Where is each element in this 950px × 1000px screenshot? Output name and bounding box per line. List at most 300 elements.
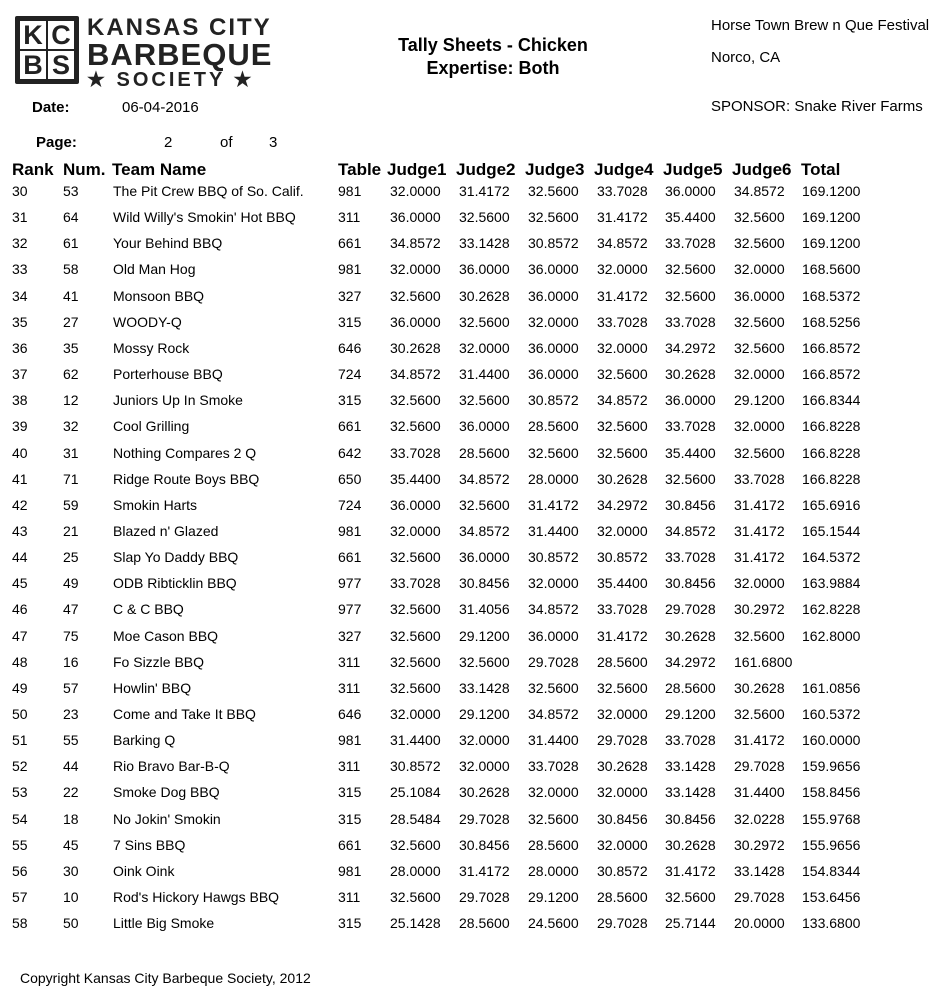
cell-judge1: 32.5600 [390, 418, 441, 435]
cell-judge5: 31.4172 [665, 862, 716, 879]
cell-rank: 37 [12, 366, 28, 383]
cell-team-name: Cool Grilling [113, 418, 190, 435]
cell-judge2: 31.4172 [459, 183, 510, 199]
cell-num: 30 [63, 862, 79, 879]
cell-team-name: Howlin' BBQ [113, 679, 192, 696]
cell-table: 661 [338, 418, 362, 435]
cell-judge2: 36.0000 [459, 261, 510, 278]
cell-judge5: 35.4400 [665, 444, 716, 461]
cell-table: 642 [338, 444, 362, 461]
cell-judge4: 29.7028 [597, 732, 648, 749]
cell-num: 44 [63, 758, 79, 775]
cell-judge6: 34.8572 [734, 183, 785, 199]
cell-rank: 40 [12, 444, 28, 461]
cell-judge6: 31.4172 [734, 549, 785, 566]
table-row [0, 209, 950, 235]
cell-team-name: ODB Ribticklin BBQ [113, 575, 237, 592]
cell-judge3: 34.8572 [528, 601, 579, 618]
cell-judge3: 28.5600 [528, 418, 579, 435]
page-total: 3 [269, 134, 278, 151]
cell-judge3: 32.5600 [528, 444, 579, 461]
cell-rank: 41 [12, 470, 28, 487]
cell-judge1: 32.0000 [390, 183, 441, 199]
cell-judge1: 32.5600 [390, 549, 441, 566]
cell-judge2: 28.5600 [459, 915, 510, 932]
cell-rank: 33 [12, 261, 28, 278]
cell-judge4: 32.0000 [597, 339, 648, 356]
cell-team-name: Monsoon BBQ [113, 287, 205, 304]
cell-judge6: 32.0228 [734, 810, 785, 827]
table-row [0, 575, 950, 601]
cell-team-name: Wild Willy's Smokin' Hot BBQ [113, 209, 296, 226]
header-judge4: Judge4 [594, 160, 654, 179]
header-team: Team Name [112, 160, 207, 179]
cell-num: 64 [63, 209, 79, 226]
cell-judge1: 30.2628 [390, 339, 441, 356]
kcbs-logo-wordmark [87, 16, 272, 90]
table-row [0, 784, 950, 810]
cell-num: 10 [63, 889, 79, 906]
cell-total: 165.6916 [802, 496, 861, 513]
cell-judge2: 36.0000 [459, 418, 510, 435]
cell-judge6: 30.2628 [734, 679, 785, 696]
table-row [0, 183, 950, 209]
cell-judge4: 30.2628 [597, 758, 648, 775]
cell-rank: 38 [12, 392, 28, 409]
cell-num: 47 [63, 601, 79, 618]
cell-team-name: Smoke Dog BBQ [113, 784, 220, 801]
cell-judge1: 36.0000 [390, 496, 441, 513]
table-row [0, 811, 950, 837]
cell-table: 981 [338, 732, 362, 749]
cell-total: 162.8000 [802, 627, 861, 644]
cell-judge2: 31.4172 [459, 862, 510, 879]
cell-total: 165.1544 [802, 522, 861, 539]
header-num: Num. [63, 160, 106, 179]
cell-team-name: Juniors Up In Smoke [113, 392, 243, 409]
cell-table: 981 [338, 261, 362, 278]
header-judge6: Judge6 [732, 160, 792, 179]
cell-rank: 57 [12, 889, 28, 906]
cell-judge2: 28.5600 [459, 444, 510, 461]
cell-rank: 36 [12, 339, 28, 356]
cell-total: 166.8572 [802, 339, 861, 356]
date-label: Date: [32, 99, 70, 116]
header-total: Total [801, 160, 841, 179]
cell-total: 169.1200 [802, 209, 861, 226]
cell-judge1: 36.0000 [390, 313, 441, 330]
cell-rank: 51 [12, 732, 28, 749]
cell-num: 27 [63, 313, 79, 330]
cell-team-name: C & C BBQ [113, 601, 184, 618]
cell-total: 166.8228 [802, 470, 861, 487]
cell-num: 71 [63, 470, 79, 487]
cell-judge3: 32.0000 [528, 784, 579, 801]
cell-judge6: 32.0000 [734, 261, 785, 278]
cell-judge5: 33.1428 [665, 758, 716, 775]
cell-total: 166.8228 [802, 444, 861, 461]
cell-judge6: 32.0000 [734, 575, 785, 592]
cell-judge4: 34.2972 [597, 496, 648, 513]
cell-num: 32 [63, 418, 79, 435]
cell-judge5: 33.1428 [665, 784, 716, 801]
cell-judge3: 30.8572 [528, 392, 579, 409]
table-row [0, 680, 950, 706]
cell-judge3: 32.5600 [528, 679, 579, 696]
cell-rank: 45 [12, 575, 28, 592]
cell-judge6: 161.6800 [734, 653, 793, 670]
cell-rank: 44 [12, 549, 28, 566]
table-row [0, 863, 950, 889]
cell-judge1: 32.5600 [390, 679, 441, 696]
cell-judge1: 28.0000 [390, 862, 441, 879]
cell-table: 724 [338, 496, 362, 513]
cell-rank: 47 [12, 627, 28, 644]
cell-judge1: 32.5600 [390, 627, 441, 644]
cell-judge2: 32.5600 [459, 313, 510, 330]
table-row [0, 497, 950, 523]
cell-judge3: 36.0000 [528, 287, 579, 304]
cell-judge6: 33.1428 [734, 862, 785, 879]
cell-judge5: 34.2972 [665, 339, 716, 356]
cell-judge1: 33.7028 [390, 444, 441, 461]
cell-judge6: 32.5600 [734, 235, 785, 252]
cell-judge1: 35.4400 [390, 470, 441, 487]
cell-judge5: 25.7144 [665, 915, 716, 932]
table-row [0, 418, 950, 444]
cell-team-name: Ridge Route Boys BBQ [113, 470, 260, 487]
table-row [0, 628, 950, 654]
cell-total: 154.8344 [802, 862, 861, 879]
cell-table: 311 [338, 758, 361, 775]
logo-letter-c: C [48, 21, 74, 49]
cell-judge4: 32.0000 [597, 261, 648, 278]
cell-judge6: 32.5600 [734, 209, 785, 226]
report-title: Tally Sheets - Chicken [398, 35, 588, 55]
logo-letter-k: K [20, 21, 46, 49]
cell-judge3: 31.4172 [528, 496, 579, 513]
cell-table: 661 [338, 235, 362, 252]
table-row [0, 471, 950, 497]
cell-judge6: 29.7028 [734, 889, 785, 906]
cell-team-name: Little Big Smoke [113, 915, 215, 932]
cell-judge4: 29.7028 [597, 915, 648, 932]
cell-judge6: 31.4400 [734, 784, 785, 801]
cell-table: 311 [338, 889, 361, 906]
cell-team-name: Porterhouse BBQ [113, 366, 223, 383]
cell-judge2: 29.7028 [459, 810, 510, 827]
cell-rank: 35 [12, 313, 28, 330]
cell-rank: 42 [12, 496, 28, 513]
cell-table: 327 [338, 627, 362, 644]
cell-judge4: 32.5600 [597, 679, 648, 696]
cell-judge3: 28.0000 [528, 470, 579, 487]
logo-line-2: BARBEQUE [87, 37, 273, 72]
header-judge1: Judge1 [387, 160, 447, 179]
cell-num: 22 [63, 784, 79, 801]
cell-team-name: Nothing Compares 2 Q [113, 444, 257, 461]
table-row [0, 445, 950, 471]
cell-judge1: 32.5600 [390, 392, 441, 409]
cell-total: 168.5256 [802, 313, 861, 330]
header-judge3: Judge3 [525, 160, 585, 179]
cell-judge6: 31.4172 [734, 496, 785, 513]
cell-total: 168.5372 [802, 287, 861, 304]
cell-num: 23 [63, 706, 79, 722]
cell-judge6: 30.2972 [734, 836, 785, 853]
cell-table: 661 [338, 549, 362, 566]
cell-team-name: Fo Sizzle BBQ [113, 653, 205, 670]
cell-judge6: 36.0000 [734, 287, 785, 304]
cell-num: 53 [63, 183, 79, 199]
table-row [0, 601, 950, 627]
cell-table: 977 [338, 575, 362, 592]
cell-table: 661 [338, 836, 362, 853]
cell-total: 160.0000 [802, 732, 861, 749]
cell-num: 57 [63, 679, 79, 696]
cell-judge2: 32.5600 [459, 392, 510, 409]
cell-team-name: Mossy Rock [113, 339, 190, 356]
kcbs-logo-mark [15, 16, 79, 84]
cell-team-name: WOODY-Q [113, 313, 182, 330]
cell-rank: 30 [12, 183, 28, 199]
cell-num: 25 [63, 549, 79, 566]
date-value: 06-04-2016 [122, 99, 199, 116]
cell-judge2: 29.1200 [459, 627, 510, 644]
page-current: 2 [164, 134, 173, 151]
cell-judge4: 32.5600 [597, 418, 648, 435]
cell-judge4: 30.8572 [597, 862, 648, 879]
table-row [0, 549, 950, 575]
cell-judge2: 29.7028 [459, 889, 510, 906]
cell-judge3: 30.8572 [528, 235, 579, 252]
cell-judge6: 32.5600 [734, 706, 785, 722]
cell-judge2: 32.5600 [459, 209, 510, 226]
cell-num: 12 [63, 392, 79, 409]
cell-num: 55 [63, 732, 79, 749]
table-row [0, 837, 950, 863]
cell-table: 981 [338, 183, 362, 199]
cell-judge1: 34.8572 [390, 366, 441, 383]
cell-team-name: Smokin Harts [113, 496, 198, 513]
table-row [0, 706, 950, 732]
cell-judge6: 29.7028 [734, 758, 785, 775]
cell-judge3: 36.0000 [528, 366, 579, 383]
cell-team-name: Old Man Hog [113, 261, 196, 278]
cell-judge4: 32.0000 [597, 706, 648, 722]
cell-num: 18 [63, 810, 79, 827]
cell-judge3: 24.5600 [528, 915, 579, 932]
cell-judge6: 32.0000 [734, 418, 785, 435]
cell-judge3: 36.0000 [528, 261, 579, 278]
page-label: Page: [36, 134, 77, 151]
sponsor: SPONSOR: Snake River Farms [711, 98, 923, 115]
cell-rank: 56 [12, 862, 28, 879]
cell-judge2: 33.1428 [459, 235, 510, 252]
cell-table: 315 [338, 810, 362, 827]
cell-rank: 53 [12, 784, 28, 801]
cell-num: 58 [63, 261, 79, 278]
cell-team-name: Blazed n' Glazed [113, 522, 219, 539]
table-row [0, 732, 950, 758]
cell-judge2: 32.5600 [459, 653, 510, 670]
cell-judge6: 20.0000 [734, 915, 785, 932]
cell-judge4: 32.0000 [597, 522, 648, 539]
cell-num: 75 [63, 627, 79, 644]
cell-team-name: Rio Bravo Bar-B-Q [113, 758, 230, 775]
cell-num: 41 [63, 287, 79, 304]
cell-judge4: 31.4172 [597, 627, 648, 644]
cell-judge6: 31.4172 [734, 732, 785, 749]
cell-judge1: 32.5600 [390, 889, 441, 906]
cell-judge3: 31.4400 [528, 732, 579, 749]
cell-table: 977 [338, 601, 362, 618]
table-row [0, 758, 950, 784]
cell-table: 327 [338, 287, 362, 304]
cell-judge4: 31.4172 [597, 287, 648, 304]
cell-judge5: 33.7028 [665, 235, 716, 252]
cell-judge3: 36.0000 [528, 627, 579, 644]
cell-num: 31 [63, 444, 79, 461]
report-subtitle: Expertise: Both [426, 58, 560, 78]
cell-judge5: 33.7028 [665, 732, 716, 749]
cell-total: 166.8572 [802, 366, 861, 383]
cell-judge3: 36.0000 [528, 339, 579, 356]
cell-judge3: 29.7028 [528, 653, 579, 670]
cell-judge4: 32.5600 [597, 366, 648, 383]
cell-judge2: 32.0000 [459, 732, 510, 749]
cell-judge4: 31.4172 [597, 209, 648, 226]
cell-judge5: 28.5600 [665, 679, 716, 696]
cell-judge4: 30.2628 [597, 470, 648, 487]
header-judge2: Judge2 [456, 160, 516, 179]
cell-team-name: Barking Q [113, 732, 176, 749]
table-row [0, 261, 950, 287]
cell-table: 311 [338, 653, 361, 670]
header-rank: Rank [12, 160, 54, 179]
cell-judge3: 33.7028 [528, 758, 579, 775]
cell-team-name: No Jokin' Smokin [113, 810, 221, 827]
cell-judge6: 32.5600 [734, 627, 785, 644]
cell-num: 62 [63, 366, 79, 383]
cell-num: 59 [63, 496, 79, 513]
cell-judge5: 30.2628 [665, 836, 716, 853]
cell-judge5: 35.4400 [665, 209, 716, 226]
cell-team-name: Moe Cason BBQ [113, 627, 219, 644]
cell-judge1: 31.4400 [390, 732, 441, 749]
cell-judge2: 31.4400 [459, 366, 510, 383]
cell-total: 169.1200 [802, 183, 861, 199]
cell-judge1: 28.5484 [390, 810, 441, 827]
cell-total: 153.6456 [802, 889, 861, 906]
cell-judge2: 33.1428 [459, 679, 510, 696]
logo-letter-s: S [48, 51, 74, 79]
cell-judge6: 32.5600 [734, 339, 785, 356]
cell-judge3: 32.5600 [528, 183, 579, 199]
cell-judge4: 30.8456 [597, 810, 648, 827]
table-row [0, 523, 950, 549]
cell-rank: 43 [12, 522, 28, 539]
cell-judge1: 33.7028 [390, 575, 441, 592]
cell-rank: 46 [12, 601, 28, 618]
cell-judge5: 33.7028 [665, 313, 716, 330]
cell-rank: 39 [12, 418, 28, 435]
table-row [0, 314, 950, 340]
table-row [0, 889, 950, 915]
cell-team-name: Your Behind BBQ [113, 235, 223, 252]
cell-judge4: 32.0000 [597, 784, 648, 801]
cell-team-name: The Pit Crew BBQ of So. Calif. [113, 183, 304, 199]
cell-judge3: 28.5600 [528, 836, 579, 853]
cell-judge2: 29.1200 [459, 706, 510, 722]
cell-team-name: Rod's Hickory Hawgs BBQ [113, 889, 280, 906]
cell-rank: 55 [12, 836, 28, 853]
table-row [0, 366, 950, 392]
cell-judge1: 34.8572 [390, 235, 441, 252]
cell-judge3: 32.0000 [528, 575, 579, 592]
cell-table: 315 [338, 915, 362, 932]
cell-judge3: 30.8572 [528, 549, 579, 566]
cell-table: 724 [338, 366, 362, 383]
cell-judge5: 32.5600 [665, 470, 716, 487]
cell-rank: 31 [12, 209, 28, 226]
cell-judge6: 33.7028 [734, 470, 785, 487]
cell-num: 61 [63, 235, 79, 252]
cell-num: 49 [63, 575, 79, 592]
table-row [0, 340, 950, 366]
cell-judge1: 25.1084 [390, 784, 441, 801]
cell-judge4: 32.5600 [597, 444, 648, 461]
cell-judge6: 30.2972 [734, 601, 785, 618]
cell-judge4: 33.7028 [597, 183, 648, 199]
cell-judge5: 30.8456 [665, 496, 716, 513]
cell-judge4: 30.8572 [597, 549, 648, 566]
cell-judge5: 29.7028 [665, 601, 716, 618]
cell-total: 133.6800 [802, 915, 861, 932]
kcbs-logo [15, 14, 280, 91]
cell-team-name: Slap Yo Daddy BBQ [113, 549, 239, 566]
cell-judge2: 32.5600 [459, 496, 510, 513]
logo-letter-b: B [20, 51, 46, 79]
cell-judge2: 32.0000 [459, 758, 510, 775]
table-row [0, 235, 950, 261]
cell-rank: 58 [12, 915, 28, 932]
cell-judge2: 30.2628 [459, 784, 510, 801]
table-row [0, 915, 950, 941]
table-row [0, 288, 950, 314]
logo-line-3: ★ SOCIETY ★ [87, 69, 255, 91]
cell-table: 311 [338, 209, 361, 226]
cell-judge6: 31.4172 [734, 522, 785, 539]
cell-table: 315 [338, 784, 362, 801]
copyright: Copyright Kansas City Barbeque Society, 2012 [20, 970, 311, 986]
cell-judge5: 33.7028 [665, 549, 716, 566]
cell-judge3: 29.1200 [528, 889, 579, 906]
cell-judge2: 34.8572 [459, 470, 510, 487]
cell-judge5: 29.1200 [665, 706, 716, 722]
cell-judge1: 32.5600 [390, 601, 441, 618]
cell-judge5: 32.5600 [665, 889, 716, 906]
cell-rank: 50 [12, 706, 28, 722]
cell-rank: 48 [12, 653, 28, 670]
cell-total: 158.8456 [802, 784, 861, 801]
cell-team-name: Come and Take It BBQ [113, 706, 256, 722]
cell-judge5: 34.8572 [665, 522, 716, 539]
cell-total: 168.5600 [802, 261, 861, 278]
cell-table: 315 [338, 313, 362, 330]
cell-num: 45 [63, 836, 79, 853]
cell-total: 166.8344 [802, 392, 861, 409]
